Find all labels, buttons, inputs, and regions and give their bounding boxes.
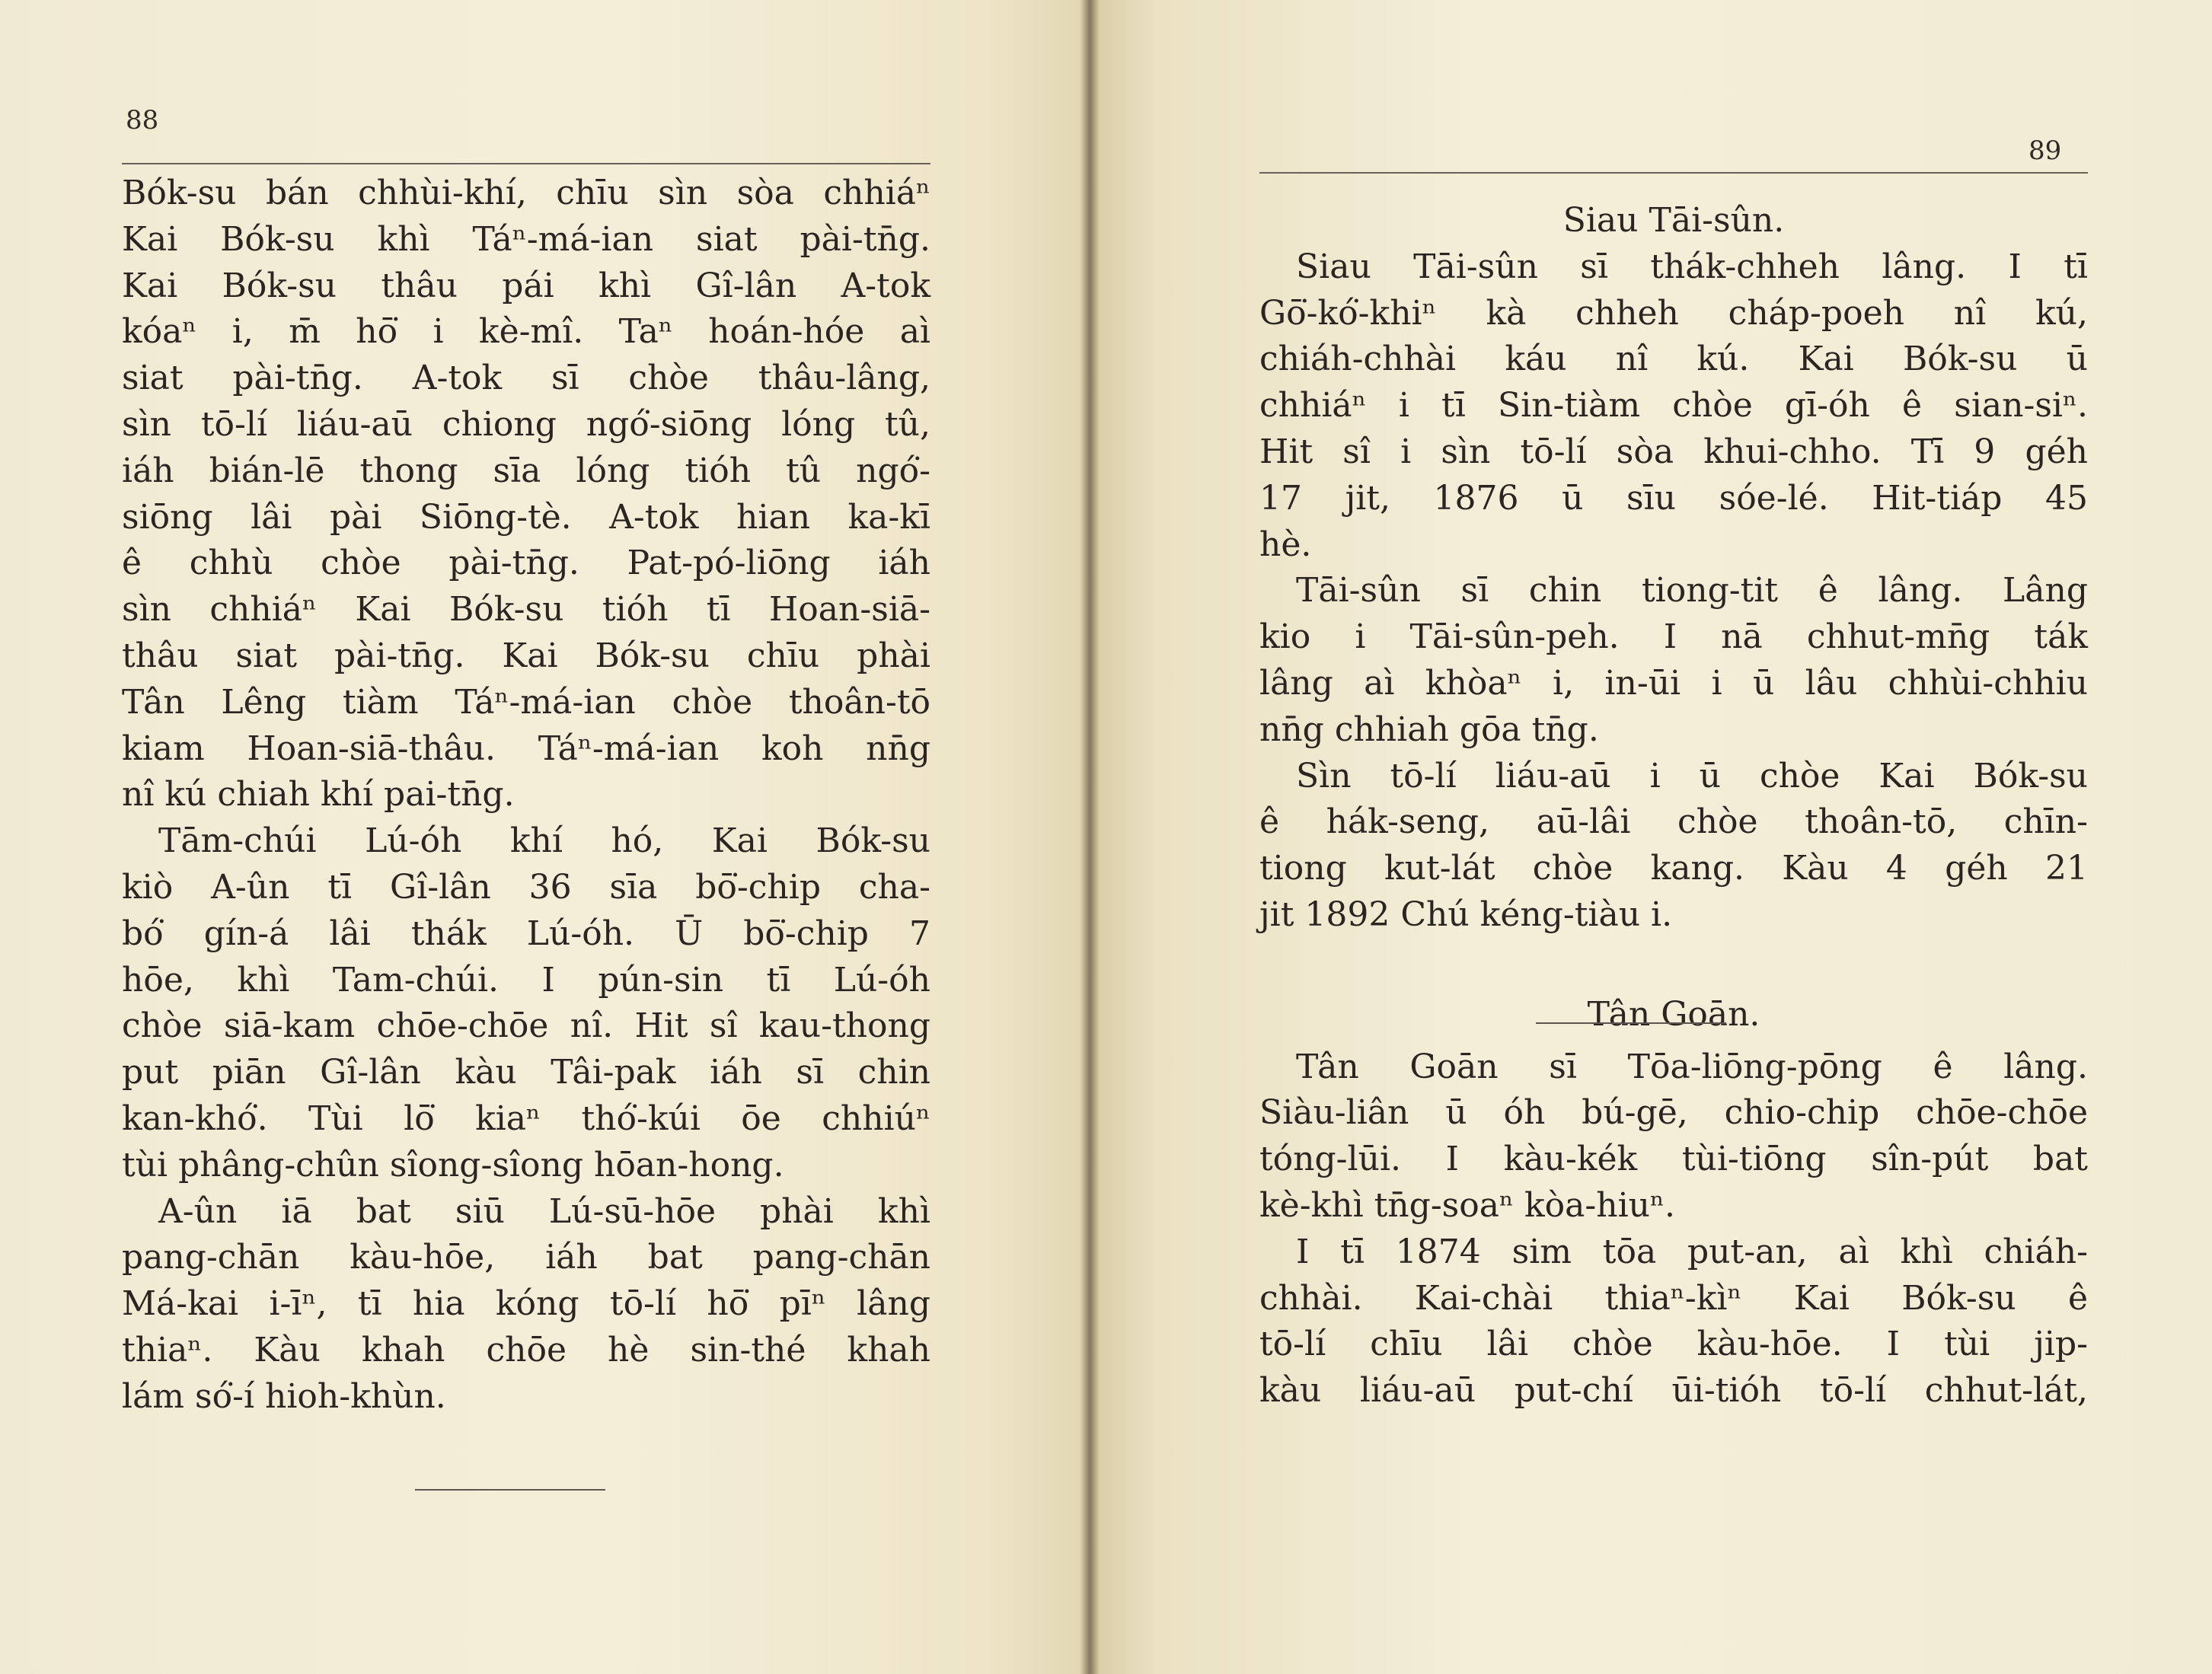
text-line: Tām-chúi Lú-óh khí hó, Kai Bók-su	[158, 821, 930, 861]
text-line: A-ûn iā bat siū Lú-sū-hōe phài khì	[158, 1191, 930, 1231]
text-line: Tāi-sûn sī chin tiong-tit ê lâng. Lâng	[1296, 571, 2088, 611]
right-page-text	[1259, 198, 2088, 1414]
text-line: Hit sî i sìn tō-lí sòa khui-chho. Tī 9 géh	[1259, 432, 2088, 471]
section-title: Siau Tāi-sûn.	[1562, 201, 1785, 240]
text-line: chhiáⁿ i tī Sin-tiàm chòe gī-óh ê sian-siⁿ.	[1259, 386, 2088, 426]
text-line: chhài. Kai-chài thiaⁿ-kìⁿ Kai Bók-su ê	[1259, 1278, 2088, 1318]
book-gutter	[1080, 0, 1100, 1674]
text-line: Siau Tāi-sûn sī thák-chheh lâng. I tī	[1296, 247, 2088, 286]
text-line: Bók-su bán chhùi-khí, chīu sìn sòa chhiáⁿ	[122, 174, 930, 212]
text-line: Tân Lêng tiàm Táⁿ-má-ian chòe thoân-tō	[122, 682, 930, 722]
spacer	[1259, 1038, 2088, 1044]
text-line: Sìn tō-lí liáu-aū i ū chòe Kai Bók-su	[1296, 756, 2088, 796]
section-divider-rule-right	[1536, 1022, 1726, 1024]
text-line: thâu siat pài-tn̄g. Kai Bók-su chīu phài	[122, 636, 930, 675]
text-line: Kai Bók-su thâu pái khì Gî-lân A-tok	[122, 266, 930, 305]
text-line: siōng lâi pài Siōng-tè. A-tok hian ka-kī	[122, 497, 930, 537]
header-rule-left	[122, 163, 930, 164]
text-line: iáh bián-lē thong sīa lóng tióh tû ngó͘-	[122, 451, 930, 490]
text-line: hōe, khì Tam-chúi. I pún-sin tī Lú-óh	[122, 960, 930, 1000]
text-line: 17 jit, 1876 ū sīu sóe-lé. Hit-tiáp 45	[1259, 478, 2088, 518]
text-line: kóaⁿ i, m̄ hō͘ i kè-mî. Taⁿ hoán-hóe aì	[122, 312, 930, 352]
spacer	[1259, 939, 2088, 992]
text-line: kè-khì tn̄g-soaⁿ kòa-hiuⁿ.	[1259, 1185, 1676, 1225]
text-line: tiong kut-lát chòe kang. Kàu 4 géh 21	[1259, 849, 2088, 888]
header-rule-right	[1259, 172, 2088, 174]
text-line: tō-lí chīu lâi chòe kàu-hōe. I tùi jip-	[1259, 1325, 2088, 1364]
text-line: pang-chān kàu-hōe, iáh bat pang-chān	[122, 1238, 930, 1277]
text-line: kiam Hoan-siā-thâu. Táⁿ-má-ian koh nn̄g	[122, 729, 930, 768]
section-title: Tân Goān.	[1587, 994, 1760, 1034]
text-line: kàu liáu-aū put-chí ūi-tióh tō-lí chhut-lát,	[1259, 1371, 2088, 1411]
text-line: tóng-lūi. I kàu-kék tùi-tiōng sîn-pút bat	[1259, 1140, 2088, 1179]
section-end-rule-left	[415, 1489, 605, 1491]
text-line: hè.	[1259, 525, 1312, 564]
text-line: siat pài-tn̄g. A-tok sī chòe thâu-lâng,	[122, 359, 930, 398]
text-line: jit 1892 Chú kéng-tiàu i.	[1259, 894, 1673, 934]
left-page-text	[122, 171, 930, 1421]
text-line: nî kú chiah khí pai-tn̄g.	[122, 775, 515, 815]
text-line: kiò A-ûn tī Gî-lân 36 sīa bō͘-chip cha-	[122, 867, 930, 907]
text-line: bó͘ gín-á lâi thák Lú-óh. Ū bō͘-chip 7	[122, 914, 930, 953]
text-line: Má-kai i-īⁿ, tī hia kóng tō-lí hō͘ pīⁿ lâng	[122, 1284, 930, 1324]
text-line: ê hák-seng, aū-lâi chòe thoân-tō, chīn-	[1259, 802, 2088, 842]
text-line: lám só͘-í hioh-khùn.	[122, 1376, 446, 1416]
text-line: kan-khó͘. Tùi lō͘ kiaⁿ thó͘-kúi ōe chhiúⁿ	[122, 1098, 930, 1138]
page-number-left: 88	[126, 105, 159, 136]
text-line: chòe siā-kam chōe-chōe nî. Hit sî kau-thong	[122, 1006, 930, 1046]
page-number-right: 89	[2028, 136, 2062, 166]
text-line: sìn chhiáⁿ Kai Bók-su tióh tī Hoan-siā-	[122, 590, 930, 630]
text-line: I tī 1874 sim tōa put-an, aì khì chiáh-	[1296, 1232, 2088, 1271]
left-page	[0, 0, 1090, 1674]
text-line: kio i Tāi-sûn-peh. I nā chhut-mn̄g ták	[1259, 617, 2088, 657]
text-line: thiaⁿ. Kàu khah chōe hè sin-thé khah	[122, 1330, 930, 1369]
text-line: sìn tō-lí liáu-aū chiong ngó͘-siōng lóng tû,	[122, 404, 930, 444]
text-line: tùi phâng-chûn sîong-sîong hōan-hong.	[122, 1145, 784, 1185]
text-line: Siàu-liân ū óh bú-gē, chio-chip chōe-chōe	[1259, 1093, 2088, 1133]
text-line: put piān Gî-lân kàu Tâi-pak iáh sī chin	[122, 1053, 930, 1092]
text-line: Gō͘-kó͘-khiⁿ kà chheh cháp-poeh nî kú,	[1259, 293, 2088, 333]
text-line: ê chhù chòe pài-tn̄g. Pat-pó-liōng iáh	[122, 544, 930, 583]
right-page	[1090, 0, 2212, 1674]
text-line: lâng aì khòaⁿ i, in-ūi i ū lâu chhùi-chhiu	[1259, 663, 2088, 703]
text-line: Kai Bók-su khì Táⁿ-má-ian siat pài-tn̄g.	[122, 219, 930, 259]
text-line: Tân Goān sī Tōa-liōng-pōng ê lâng.	[1296, 1047, 2088, 1086]
text-line: nn̄g chhiah gōa tn̄g.	[1259, 709, 1599, 749]
text-line: chiáh-chhài káu nî kú. Kai Bók-su ū	[1259, 340, 2088, 379]
